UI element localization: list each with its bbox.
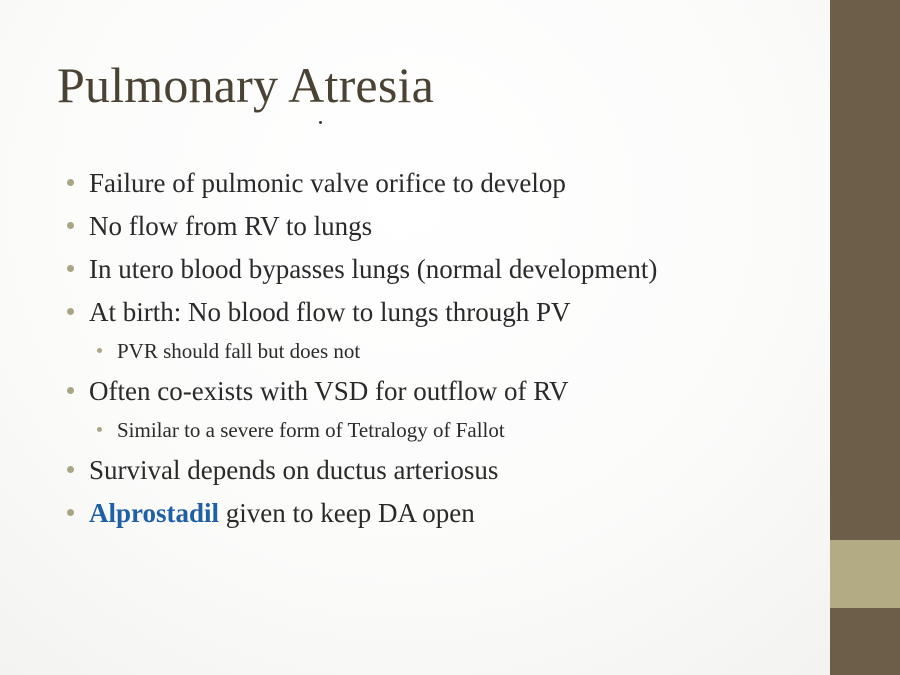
sub-bullet-dot-icon: [97, 427, 102, 432]
bullet-item: [66, 293, 816, 336]
bullet-dot-icon: [67, 387, 74, 394]
bullet-item: [66, 207, 816, 250]
bullet-text: given to keep DA open: [219, 498, 475, 528]
bullet-dot-icon: [67, 509, 74, 516]
bullet-text: Failure of pulmonic valve orifice to develop: [89, 168, 566, 198]
bullet-dot-icon: [67, 308, 74, 315]
sub-bullet-dot-icon: [97, 348, 102, 353]
bullet-text: In utero blood bypasses lungs (normal development): [89, 254, 658, 284]
sub-bullet-text: Similar to a severe form of Tetralogy of Fallot: [117, 418, 505, 442]
stray-dot-mark: [319, 121, 322, 124]
bullet-text: Often co-exists with VSD for outflow of RV: [89, 376, 569, 406]
highlighted-term: Alprostadil: [89, 498, 220, 528]
bullet-text: No flow from RV to lungs: [89, 211, 373, 241]
slide-title: Pulmonary Atresia: [57, 57, 434, 113]
sidebar-accent-block: [830, 540, 900, 608]
bullet-text: Survival depends on ductus arteriosus: [89, 455, 499, 485]
bullet-dot-icon: [67, 466, 74, 473]
bullet-dot-icon: [67, 222, 74, 229]
bullet-dot-icon: [67, 265, 74, 272]
sub-bullet-item: [66, 336, 816, 372]
bullet-item: [66, 372, 816, 415]
bullet-list: [66, 164, 816, 537]
bullet-item: [66, 250, 816, 293]
sub-bullet-text: PVR should fall but does not: [117, 339, 361, 363]
bullet-text: At birth: No blood flow to lungs through PV: [89, 297, 571, 327]
bullet-item: [66, 494, 816, 537]
bullet-item: [66, 164, 816, 207]
bullet-dot-icon: [67, 179, 74, 186]
sub-bullet-item: [66, 415, 816, 451]
bullet-item: [66, 451, 816, 494]
